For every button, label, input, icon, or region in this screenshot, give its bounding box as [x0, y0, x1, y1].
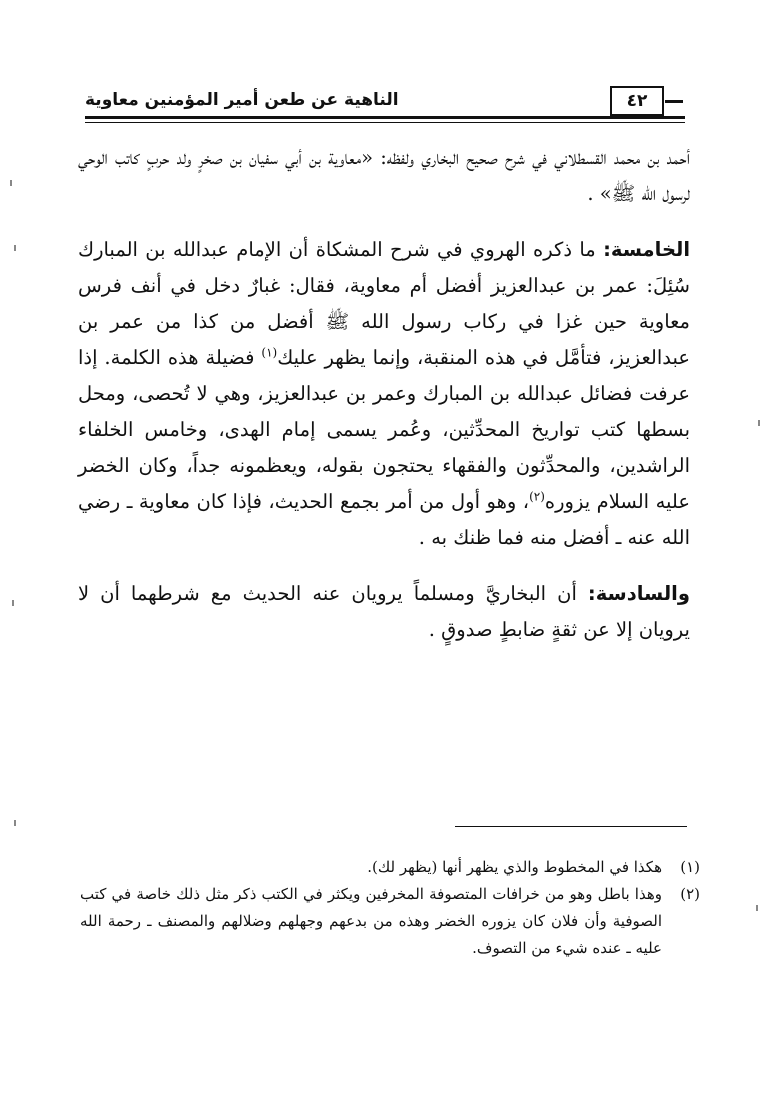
paragraph-3-lead: والسادسة: — [587, 582, 690, 605]
paragraph-1 — [78, 140, 690, 212]
scan-speck — [12, 600, 14, 606]
paragraph-2-text-c: ، وهو أول من أمر بجمع الحديث، فإذا كان معاوية ـ رضي الله عنه ـ أفضل منه فما ظنك به . — [78, 490, 690, 549]
footnote-2 — [80, 881, 700, 962]
paragraph-2-text-b: فضيلة هذه الكلمة. إذا عرفت فضائل عبدالله بن المبارك وعمر بن عبدالعزيز، وهي لا تُحصى، ومحل بسطها كتب تواريخ المحدِّثين، وعُمر يسمى إمام الهدى، وخامس الخلفاء الراشدين، والمحدِّثون والفقهاء يحتجون بقوله، ويعظمونه جداً، وكان الخضر عليه السلام يزوره — [78, 346, 691, 513]
footnote-1-text: هكذا في المخطوط والذي يظهر أنها (يظهر لك). — [367, 858, 662, 876]
paragraph-2 — [78, 232, 690, 556]
header-dash — [665, 100, 683, 103]
paragraph-2-lead: الخامسة: — [603, 238, 690, 261]
header-rule-thick — [85, 116, 685, 119]
footnote-1-number: (١) — [680, 858, 700, 876]
paragraph-2-text-a: ما ذكره الهروي في شرح المشكاة أن الإمام عبدالله بن المبارك سُئِلَ: عمر بن عبدالعزيز أفضل أم معاوية، فقال: غبارٌ دخل في أنف فرس معاوية حين غزا في ركاب رسول الله ﷺ أفضل من كذا من عمر بن عبدالعزيز، فتأمَّل في هذه المنقبة، وإنما يظهر عليك — [78, 238, 690, 369]
header-rule-thin — [85, 122, 685, 123]
paragraph-3-text: أن البخاريَّ ومسلماً يرويان عنه الحديث مع شرطهما أن لا يرويان إلا عن ثقةٍ ضابطٍ صدوقٍ . — [78, 582, 690, 641]
paragraph-3 — [78, 576, 690, 648]
footnote-2-text: وهذا باطل وهو من خرافات المتصوفة المخرفين ويكثر في الكتب ذكر مثل ذلك خاصة في كتب الصوفية وأن فلان كان يزوره الخضر وهذه من بدعهم وجهلهم وضلالهم والمصنف ـ رحمة الله عليه ـ عنده شيء من التصوف. — [80, 885, 662, 957]
footnote-ref-2[interactable]: (٢) — [529, 489, 545, 504]
running-header — [85, 86, 685, 120]
scan-speck — [14, 245, 16, 251]
scan-speck — [758, 420, 760, 426]
footnote-2-number: (٢) — [680, 885, 700, 903]
scan-speck — [756, 905, 758, 911]
page-number: ٤٢ — [610, 86, 664, 116]
footnote-ref-1[interactable]: (١) — [261, 345, 278, 360]
footnotes — [80, 854, 700, 962]
footnote-separator — [455, 826, 687, 827]
scan-speck — [10, 180, 12, 186]
scan-speck — [14, 820, 16, 826]
footnote-1 — [80, 854, 700, 881]
main-text — [78, 140, 690, 648]
running-title: الناهية عن طعن أمير المؤمنين معاوية — [85, 90, 399, 110]
paragraph-1-text: أحمد بن محمد القسطلاني في شرح صحيح البخاري ولفظه: «معاوية بن أبي سفيان بن صخرٍ ولد حربٍ كاتب الوحي لرسول الله ﷺ» . — [78, 146, 690, 205]
